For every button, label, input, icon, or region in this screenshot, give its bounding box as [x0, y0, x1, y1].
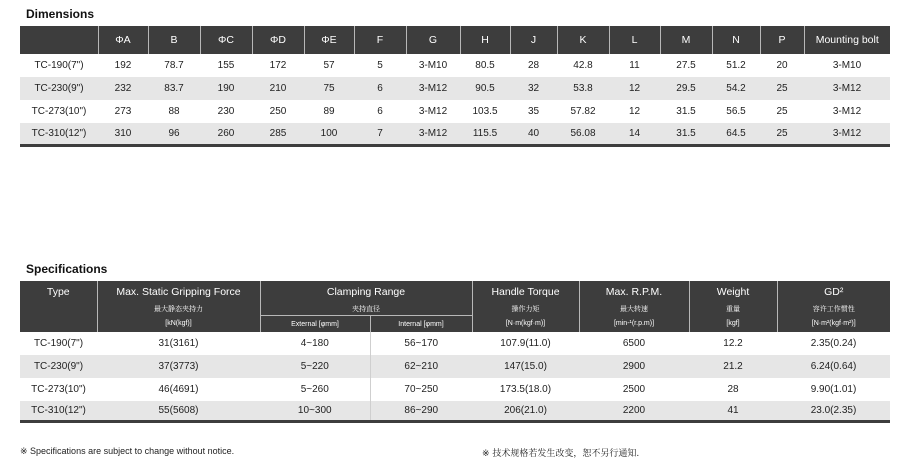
spec-header-row-1	[20, 281, 890, 302]
table-row	[20, 77, 890, 100]
model-cell: TC-273(10")	[31, 384, 86, 395]
table-cell: 88	[168, 106, 180, 117]
table-cell: 25	[760, 123, 804, 146]
table-cell: 86~290	[370, 401, 472, 422]
table-cell: 96	[148, 123, 200, 146]
table-cell: 25	[760, 77, 804, 100]
table-cell: 3-M12	[804, 77, 890, 100]
table-row	[20, 54, 890, 77]
table-cell: 3-M12	[418, 106, 448, 117]
spec-header-clamping: Clamping Range	[260, 281, 472, 302]
table-cell: 115.5	[460, 123, 510, 146]
dim-header-model	[20, 26, 98, 54]
table-cell: 57.82	[570, 106, 596, 117]
table-cell: 23.0(2.35)	[777, 401, 890, 422]
table-cell: 192	[114, 60, 132, 71]
spec-header-clamping-zh: 夹持直径	[260, 302, 472, 316]
table-cell: 6.24(0.64)	[777, 355, 890, 378]
table-cell: 3-M12	[832, 106, 862, 117]
table-cell: 37(3773)	[97, 355, 260, 378]
disclaimer-english: ※ Specifications are subject to change without notice.	[20, 446, 235, 456]
table-cell: 35	[527, 106, 540, 117]
spec-header-torque-zh: 操作力矩	[472, 302, 579, 316]
table-cell: 6	[377, 106, 383, 117]
table-cell: 12.2	[723, 338, 743, 349]
table-cell: 42.8	[573, 60, 593, 71]
table-cell: 14	[609, 123, 660, 146]
table-cell: 29.5	[660, 77, 712, 100]
table-cell: 103.5	[472, 106, 498, 117]
dimensions-title: Dimensions	[26, 7, 95, 21]
table-cell: 83.7	[148, 77, 200, 100]
table-cell: 25	[776, 106, 788, 117]
spec-header-weight-zh: 重量	[689, 302, 777, 316]
table-cell: 2900	[579, 355, 689, 378]
table-row	[20, 401, 890, 422]
table-cell: 230	[217, 106, 235, 117]
dim-header-a: ΦA	[98, 26, 148, 54]
table-row	[20, 332, 890, 355]
table-cell: 12	[628, 106, 641, 117]
spec-header-gd2-unit: [N·m²(kgf·m²)]	[777, 316, 890, 333]
table-cell: 41	[689, 401, 777, 422]
table-cell: 2.35(0.24)	[810, 338, 857, 349]
dim-header-e: ΦE	[304, 26, 354, 54]
spec-header-weight-unit: [kgf]	[689, 316, 777, 333]
model-cell: TC-190(7")	[33, 338, 84, 349]
table-cell: 21.2	[689, 355, 777, 378]
table-cell: 5~220	[260, 355, 370, 378]
table-cell: 173.5(18.0)	[499, 384, 552, 395]
dim-header-k: K	[557, 26, 609, 54]
spec-header-force: Max. Static Gripping Force	[97, 281, 260, 302]
table-cell: 260	[200, 123, 252, 146]
dimensions-table	[20, 26, 890, 147]
table-cell: 3-M10	[832, 60, 862, 71]
table-cell: 57	[323, 60, 335, 71]
table-row	[20, 355, 890, 378]
table-cell: 107.9(11.0)	[500, 338, 551, 349]
spec-header-type: Type	[20, 281, 97, 332]
spec-header-torque: Handle Torque	[472, 281, 579, 302]
model-cell: TC-230(9")	[20, 355, 97, 378]
spec-header-force-zh: 最大静态夹持力	[97, 302, 260, 316]
table-cell: 190	[200, 77, 252, 100]
dim-header-p: P	[760, 26, 804, 54]
table-cell: 285	[252, 123, 304, 146]
spec-header-force-unit: [kN(kgf)]	[97, 316, 260, 333]
table-row	[20, 378, 890, 401]
dim-header-c: ΦC	[200, 26, 252, 54]
model-cell: TC-310(12")	[20, 401, 97, 422]
spec-header-row-2	[20, 302, 890, 316]
table-cell: 273	[114, 106, 132, 117]
dim-header-l: L	[609, 26, 660, 54]
table-cell: 46(4691)	[158, 384, 199, 395]
dim-header-b: B	[148, 26, 200, 54]
dim-header-m: M	[660, 26, 712, 54]
spec-header-rpm: Max. R.P.M.	[579, 281, 689, 302]
table-cell: 147(15.0)	[472, 355, 579, 378]
spec-header-weight: Weight	[689, 281, 777, 302]
model-cell: TC-273(10")	[31, 106, 87, 117]
spec-header-internal: Internal [φmm]	[370, 316, 472, 333]
dim-header-g: G	[406, 26, 460, 54]
table-cell: 56.5	[726, 106, 746, 117]
table-cell: 6500	[622, 338, 646, 349]
table-cell: 28	[727, 384, 739, 395]
table-cell: 2200	[579, 401, 689, 422]
dim-header-n: N	[712, 26, 760, 54]
table-cell: 3-M12	[406, 77, 460, 100]
spec-header-gd2: GD²	[777, 281, 890, 302]
table-cell: 70~250	[370, 378, 472, 401]
table-cell: 4~180	[300, 338, 329, 349]
table-cell: 56~170	[370, 332, 472, 355]
table-cell: 155	[217, 60, 235, 71]
table-cell: 12	[609, 77, 660, 100]
table-cell: 172	[269, 60, 287, 71]
dimensions-header-row	[20, 26, 890, 54]
table-cell: 9.90(1.01)	[810, 384, 857, 395]
table-cell: 80.5	[475, 60, 495, 71]
table-cell: 7	[354, 123, 406, 146]
model-cell: TC-190(7")	[34, 60, 84, 71]
dim-header-h: H	[460, 26, 510, 54]
table-cell: 31.5	[676, 106, 696, 117]
table-cell: 62~210	[370, 355, 472, 378]
spec-header-row-3	[20, 316, 890, 333]
table-cell: 3-M12	[406, 123, 460, 146]
model-cell: TC-310(12")	[20, 123, 98, 146]
table-cell: 56.08	[557, 123, 609, 146]
disclaimer-chinese: ※ 技术规格若发生改变，恕不另行通知.	[482, 449, 640, 459]
specifications-title: Specifications	[26, 262, 108, 276]
table-cell: 100	[304, 123, 354, 146]
table-cell: 55(5608)	[97, 401, 260, 422]
table-cell: 90.5	[460, 77, 510, 100]
table-cell: 40	[510, 123, 557, 146]
spec-header-rpm-unit: [min-¹(r.p.m)]	[579, 316, 689, 333]
table-cell: 5	[377, 60, 383, 71]
dim-header-d: ΦD	[252, 26, 304, 54]
table-row	[20, 123, 890, 146]
table-cell: 54.2	[712, 77, 760, 100]
table-cell: 11	[629, 60, 640, 71]
table-cell: 28	[527, 60, 540, 71]
model-cell: TC-230(9")	[20, 77, 98, 100]
table-cell: 64.5	[712, 123, 760, 146]
table-cell: 206(21.0)	[472, 401, 579, 422]
spec-header-torque-unit: [N·m(kgf·m)]	[472, 316, 579, 333]
table-cell: 5~260	[300, 384, 329, 395]
table-cell: 10~300	[260, 401, 370, 422]
table-cell: 75	[304, 77, 354, 100]
table-cell: 51.2	[726, 60, 746, 71]
table-cell: 32	[510, 77, 557, 100]
table-cell: 6	[354, 77, 406, 100]
dim-header-f: F	[354, 26, 406, 54]
table-cell: 27.5	[676, 60, 696, 71]
table-cell: 250	[269, 106, 287, 117]
table-cell: 210	[252, 77, 304, 100]
table-cell: 2500	[622, 384, 646, 395]
table-cell: 78.7	[164, 60, 184, 71]
spec-header-rpm-zh: 最大转速	[579, 302, 689, 316]
table-cell: 31(3161)	[158, 338, 199, 349]
spec-header-gd2-zh: 容许工作惯性	[777, 302, 890, 316]
table-cell: 3-M10	[418, 60, 448, 71]
dim-header-mounting-bolt: Mounting bolt	[804, 26, 890, 54]
spec-header-external: External [φmm]	[260, 316, 370, 333]
table-cell: 31.5	[660, 123, 712, 146]
dim-header-j: J	[510, 26, 557, 54]
table-cell: 89	[323, 106, 335, 117]
table-cell: 310	[98, 123, 148, 146]
table-cell: 232	[98, 77, 148, 100]
specifications-table	[20, 281, 890, 423]
table-cell: 3-M12	[804, 123, 890, 146]
table-row	[20, 100, 890, 123]
table-cell: 20	[776, 60, 788, 71]
table-cell: 53.8	[557, 77, 609, 100]
